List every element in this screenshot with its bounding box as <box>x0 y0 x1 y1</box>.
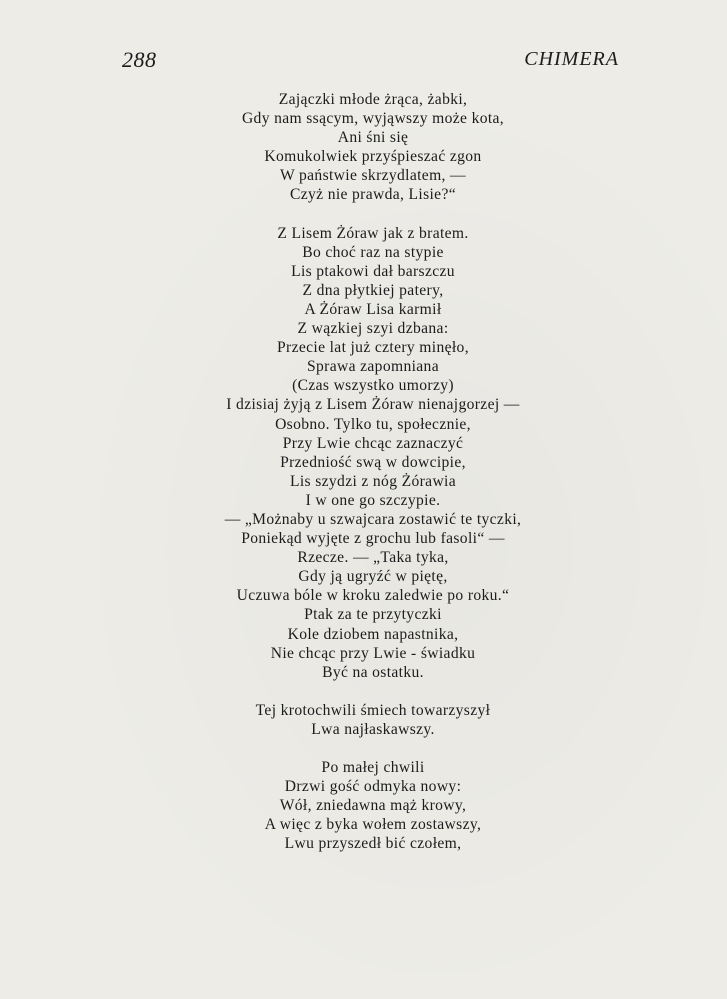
poem-line: Przecie lat już cztery minęło, <box>277 339 469 357</box>
poem-line: Sprawa zapomniana <box>307 358 439 376</box>
poem-line: Bo choć raz na stypie <box>302 243 444 261</box>
poem-line: Tej krotochwili śmiech towarzyszył <box>255 701 491 719</box>
poem-line: Z dna płytkiej patery, <box>302 281 444 299</box>
poem-line: Przy Lwie chcąc zaznaczyć <box>282 434 464 452</box>
poem-line: Poniekąd wyjęte z grochu lub fasoli“ — <box>241 530 505 548</box>
poem-line: — „Możnaby u szwajcara zostawić te tyczki, <box>224 510 522 528</box>
poem-line: A Żóraw Lisa karmił <box>304 300 442 318</box>
poem-line: Lis szydzi z nóg Żórawia <box>289 472 457 490</box>
poem-line: Po małej chwili <box>321 759 425 776</box>
poem-line: Lis ptakowi dał barszczu <box>291 262 455 280</box>
poem-line: Czyż nie prawda, Lisie?“ <box>290 186 456 204</box>
poem-line: Zajączki młode żrąca, żabki, <box>278 91 468 108</box>
running-title: CHIMERA <box>524 48 619 70</box>
poem-line: (Czas wszystko umorzy) <box>292 377 454 395</box>
poem-line: Komukolwiek przyśpieszać zgon <box>264 148 482 166</box>
poem-line: Z Lisem Żóraw jak z bratem. <box>277 224 469 242</box>
poem-line: Lwa najłaskawszy. <box>311 720 435 738</box>
poem-line: Osobno. Tylko tu, społecznie, <box>275 415 471 433</box>
poem-line: A więc z byka wołem zostawszy, <box>264 816 482 834</box>
poem-line: I dzisiaj żyją z Lisem Żóraw nienajgorzej — <box>226 396 520 414</box>
poem-line: Lwu przyszedł bić czołem, <box>284 835 462 853</box>
poem-line: Ani śni się <box>337 129 409 147</box>
poem-line: Rzecze. — „Taka tyka, <box>297 549 449 567</box>
poem-line: Kole dziobem napastnika, <box>287 625 459 643</box>
stanza <box>0 758 727 853</box>
poem-line: Uczuwa bóle w kroku zaledwie po roku.“ <box>236 587 510 605</box>
poem-line: Z wązkiej szyi dzbana: <box>297 320 449 338</box>
poem-line: Przedniość swą w dowcipie, <box>280 453 466 471</box>
poem-line: Gdy ją ugryźć w piętę, <box>298 568 448 586</box>
poem-line: I w one go szczypie. <box>305 491 441 509</box>
poem-line: Wół, zniedawna mąż krowy, <box>279 797 467 815</box>
poem-line: Drzwi gość odmyka nowy: <box>284 778 462 796</box>
poem-text <box>0 90 727 853</box>
page-number: 288 <box>122 47 157 72</box>
poem-line: Być na ostatku. <box>322 663 424 681</box>
stanza <box>0 701 727 739</box>
stanza <box>0 224 727 682</box>
poem-line: W państwie skrzydlatem, — <box>279 167 466 185</box>
poem-line: Nie chcąc przy Lwie - świadku <box>270 644 476 662</box>
stanza <box>0 90 727 205</box>
poem-line: Ptak za te przytyczki <box>304 606 442 624</box>
poem-line: Gdy nam ssącym, wyjąwszy może kota, <box>241 110 505 128</box>
